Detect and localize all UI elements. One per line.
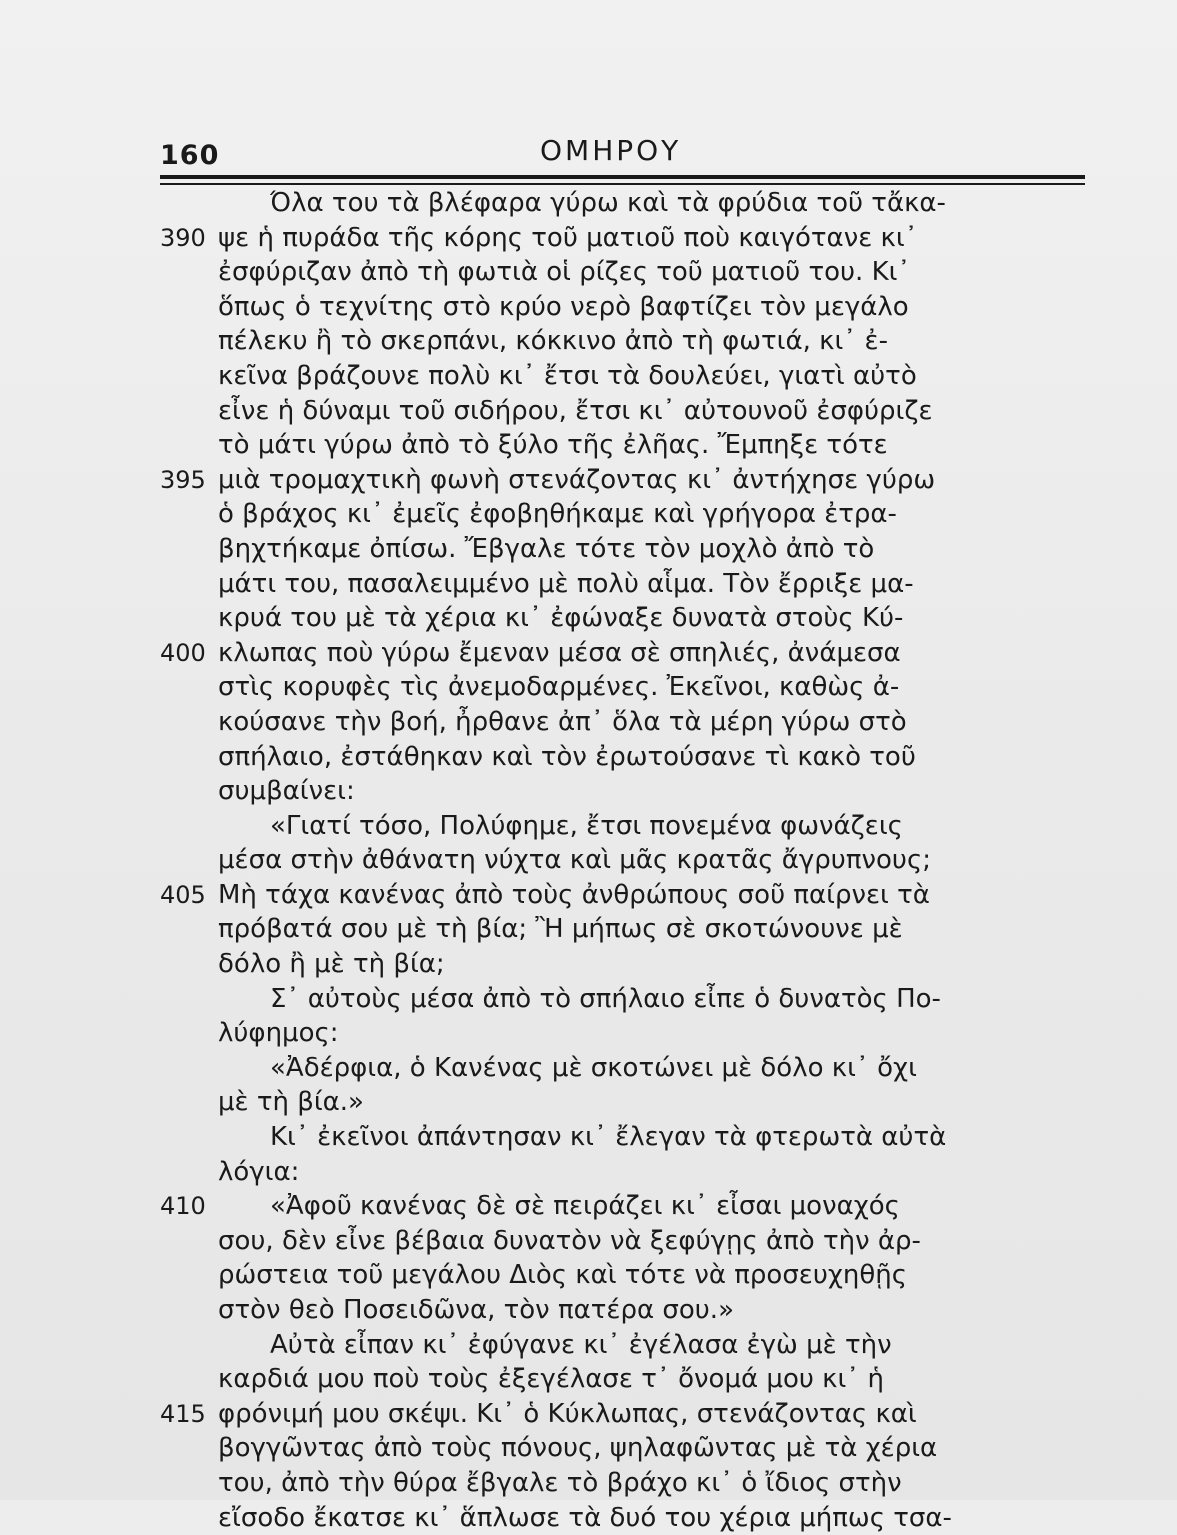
header-rule-thin [160, 183, 1085, 185]
line-text: Κι᾽ ἐκεῖνοι ἀπάντησαν κι᾽ ἔλεγαν τὰ φτερωτὰ αὐτὰ [270, 1122, 947, 1153]
header-rule-thick [160, 175, 1085, 179]
text-line [160, 1328, 1090, 1363]
line-text: ὅπως ὁ τεχνίτης στὸ κρύο νερὸ βαφτίζει τὸν μεγάλο [218, 291, 909, 322]
text-line [160, 532, 1090, 567]
line-text: συμβαίνει: [218, 776, 355, 807]
line-text: τὸ μάτι γύρω ἀπὸ τὸ ξύλο τῆς ἐλῆας. Ἔμπηξε τότε [218, 430, 888, 461]
text-line [160, 290, 1090, 325]
line-text: βογγῶντας ἀπὸ τοὺς πόνους, ψηλαφῶντας μὲ τὰ χέρια [218, 1433, 938, 1464]
text-line [160, 843, 1090, 878]
line-text: «Ἀδέρφια, ὁ Κανένας μὲ σκοτώνει μὲ δόλο κι᾽ ὄχι [270, 1052, 917, 1083]
text-line [160, 740, 1090, 775]
text-line [160, 324, 1090, 359]
text-line [160, 947, 1090, 982]
text-line [160, 1431, 1090, 1466]
text-line [160, 636, 1090, 671]
line-number: 415 [160, 1399, 206, 1428]
page-number: 160 [160, 140, 220, 171]
text-line [160, 809, 1090, 844]
line-text: «Ἀφοῦ κανένας δὲ σὲ πειράζει κι᾽ εἶσαι μοναχός [270, 1191, 900, 1222]
text-line [160, 1120, 1090, 1155]
line-text: δόλο ἢ μὲ τὴ βία; [218, 949, 445, 980]
text-line [160, 463, 1090, 498]
text-line [160, 705, 1090, 740]
line-text: καρδιά μου ποὺ τοὺς ἐξεγέλασε τ᾽ ὄνομά μου κι᾽ ἡ [218, 1364, 885, 1395]
line-text: σου, δὲν εἶνε βέβαια δυνατὸν νὰ ξεφύγῃς ἀπὸ τὴν ἀρ- [218, 1225, 921, 1256]
text-line [160, 1258, 1090, 1293]
line-text: κρυά του μὲ τὰ χέρια κι᾽ ἐφώναξε δυνατὰ στοὺς Κύ- [218, 603, 904, 634]
line-number: 405 [160, 880, 206, 909]
line-text: Αὐτὰ εἶπαν κι᾽ ἐφύγανε κι᾽ ἐγέλασα ἐγὼ μὲ τὴν [270, 1329, 892, 1360]
text-line [160, 428, 1090, 463]
body-text [160, 186, 1090, 1535]
running-title: ΟΜΗΡΟΥ [540, 134, 682, 167]
page-header [160, 134, 1085, 180]
line-text: Σ᾽ αὐτοὺς μέσα ἀπὸ τὸ σπήλαιο εἶπε ὁ δυνατὸς Πο- [270, 983, 941, 1014]
line-text: πρόβατά σου μὲ τὴ βία; Ἢ μήπως σὲ σκοτώνουνε μὲ [218, 914, 903, 945]
text-line [160, 601, 1090, 636]
line-text: μάτι του, πασαλειμμένο μὲ πολὺ αἷμα. Τὸν ἔρριξε μα- [218, 568, 914, 599]
line-number: 390 [160, 223, 206, 252]
text-line [160, 912, 1090, 947]
line-text: στὶς κορυφὲς τὶς ἀνεμοδαρμένες. Ἐκεῖνοι, καθὼς ἀ- [218, 672, 900, 703]
text-line [160, 774, 1090, 809]
text-line [160, 394, 1090, 429]
text-line [160, 982, 1090, 1017]
line-text: ρώστεια τοῦ μεγάλου Διὸς καὶ τότε νὰ προσευχηθῇς [218, 1260, 908, 1291]
line-text: εἴσοδο ἔκατσε κι᾽ ἅπλωσε τὰ δυό του χέρια μήπως τσα- [218, 1502, 952, 1533]
text-line [160, 1155, 1090, 1190]
line-text: κλωπας ποὺ γύρω ἔμεναν μέσα σὲ σπηλιές, ἀνάμεσα [218, 637, 901, 668]
line-text: λόγια: [218, 1156, 300, 1187]
line-text: κούσανε τὴν βοή, ἦρθανε ἀπ᾽ ὅλα τὰ μέρη γύρω στὸ [218, 706, 907, 737]
text-line [160, 497, 1090, 532]
line-text: Μὴ τάχα κανένας ἀπὸ τοὺς ἀνθρώπους σοῦ παίρνει τὰ [218, 879, 930, 910]
text-line [160, 1224, 1090, 1259]
line-text: του, ἀπὸ τὴν θύρα ἔβγαλε τὸ βράχο κι᾽ ὁ ἴδιος στὴν [218, 1467, 902, 1498]
line-text: μέσα στὴν ἀθάνατη νύχτα καὶ μᾶς κρατᾶς ἄγρυπνους; [218, 845, 931, 876]
line-text: κεῖνα βράζουνε πολὺ κι᾽ ἔτσι τὰ δουλεύει, γιατὶ αὐτὸ [218, 360, 917, 391]
text-line [160, 1085, 1090, 1120]
text-line [160, 221, 1090, 256]
line-text: μιὰ τρομαχτικὴ φωνὴ στενάζοντας κι᾽ ἀντήχησε γύρω [218, 464, 936, 495]
text-line [160, 186, 1090, 221]
text-line [160, 1016, 1090, 1051]
line-text: «Γιατί τόσο, Πολύφημε, ἔτσι πονεμένα φωνάζεις [270, 810, 903, 841]
text-line [160, 1397, 1090, 1432]
text-line [160, 1293, 1090, 1328]
line-text: λύφημος: [218, 1018, 339, 1049]
text-line [160, 567, 1090, 602]
text-line [160, 1051, 1090, 1086]
text-line [160, 1501, 1090, 1535]
line-text: ὁ βράχος κι᾽ ἐμεῖς ἐφοβηθήκαμε καὶ γρήγορα ἐτρα- [218, 499, 897, 530]
line-number: 395 [160, 465, 206, 494]
line-text: εἶνε ἡ δύναμι τοῦ σιδήρου, ἔτσι κι᾽ αὐτουνοῦ ἐσφύριζε [218, 395, 933, 426]
text-line [160, 878, 1090, 913]
line-text: σπήλαιο, ἐστάθηκαν καὶ τὸν ἐρωτούσανε τὶ κακὸ τοῦ [218, 741, 916, 772]
text-line [160, 255, 1090, 290]
line-text: ψε ἡ πυράδα τῆς κόρης τοῦ ματιοῦ ποὺ καιγότανε κι᾽ [218, 222, 918, 253]
line-text: ἐσφύριζαν ἀπὸ τὴ φωτιὰ οἱ ρίζες τοῦ ματιοῦ του. Κι᾽ [218, 257, 911, 288]
text-line [160, 670, 1090, 705]
line-text: φρόνιμή μου σκέψι. Κι᾽ ὁ Κύκλωπας, στενάζοντας καὶ [218, 1398, 917, 1429]
text-line [160, 1466, 1090, 1501]
line-number: 410 [160, 1192, 206, 1221]
line-text: στὸν θεὸ Ποσειδῶνα, τὸν πατέρα σου.» [218, 1295, 734, 1325]
line-text: Όλα του τὰ βλέφαρα γύρω καὶ τὰ φρύδια τοῦ τἄκα- [270, 188, 946, 218]
text-line [160, 1362, 1090, 1397]
text-line [160, 1189, 1090, 1224]
text-line [160, 359, 1090, 394]
line-text: πέλεκυ ἢ τὸ σκερπάνι, κόκκινο ἀπὸ τὴ φωτιά, κι᾽ ἐ- [218, 326, 888, 357]
line-text: βηχτήκαμε ὀπίσω. Ἔβγαλε τότε τὸν μοχλὸ ἀπὸ τὸ [218, 533, 875, 564]
line-number: 400 [160, 638, 206, 667]
line-text: μὲ τὴ βία.» [218, 1087, 364, 1118]
